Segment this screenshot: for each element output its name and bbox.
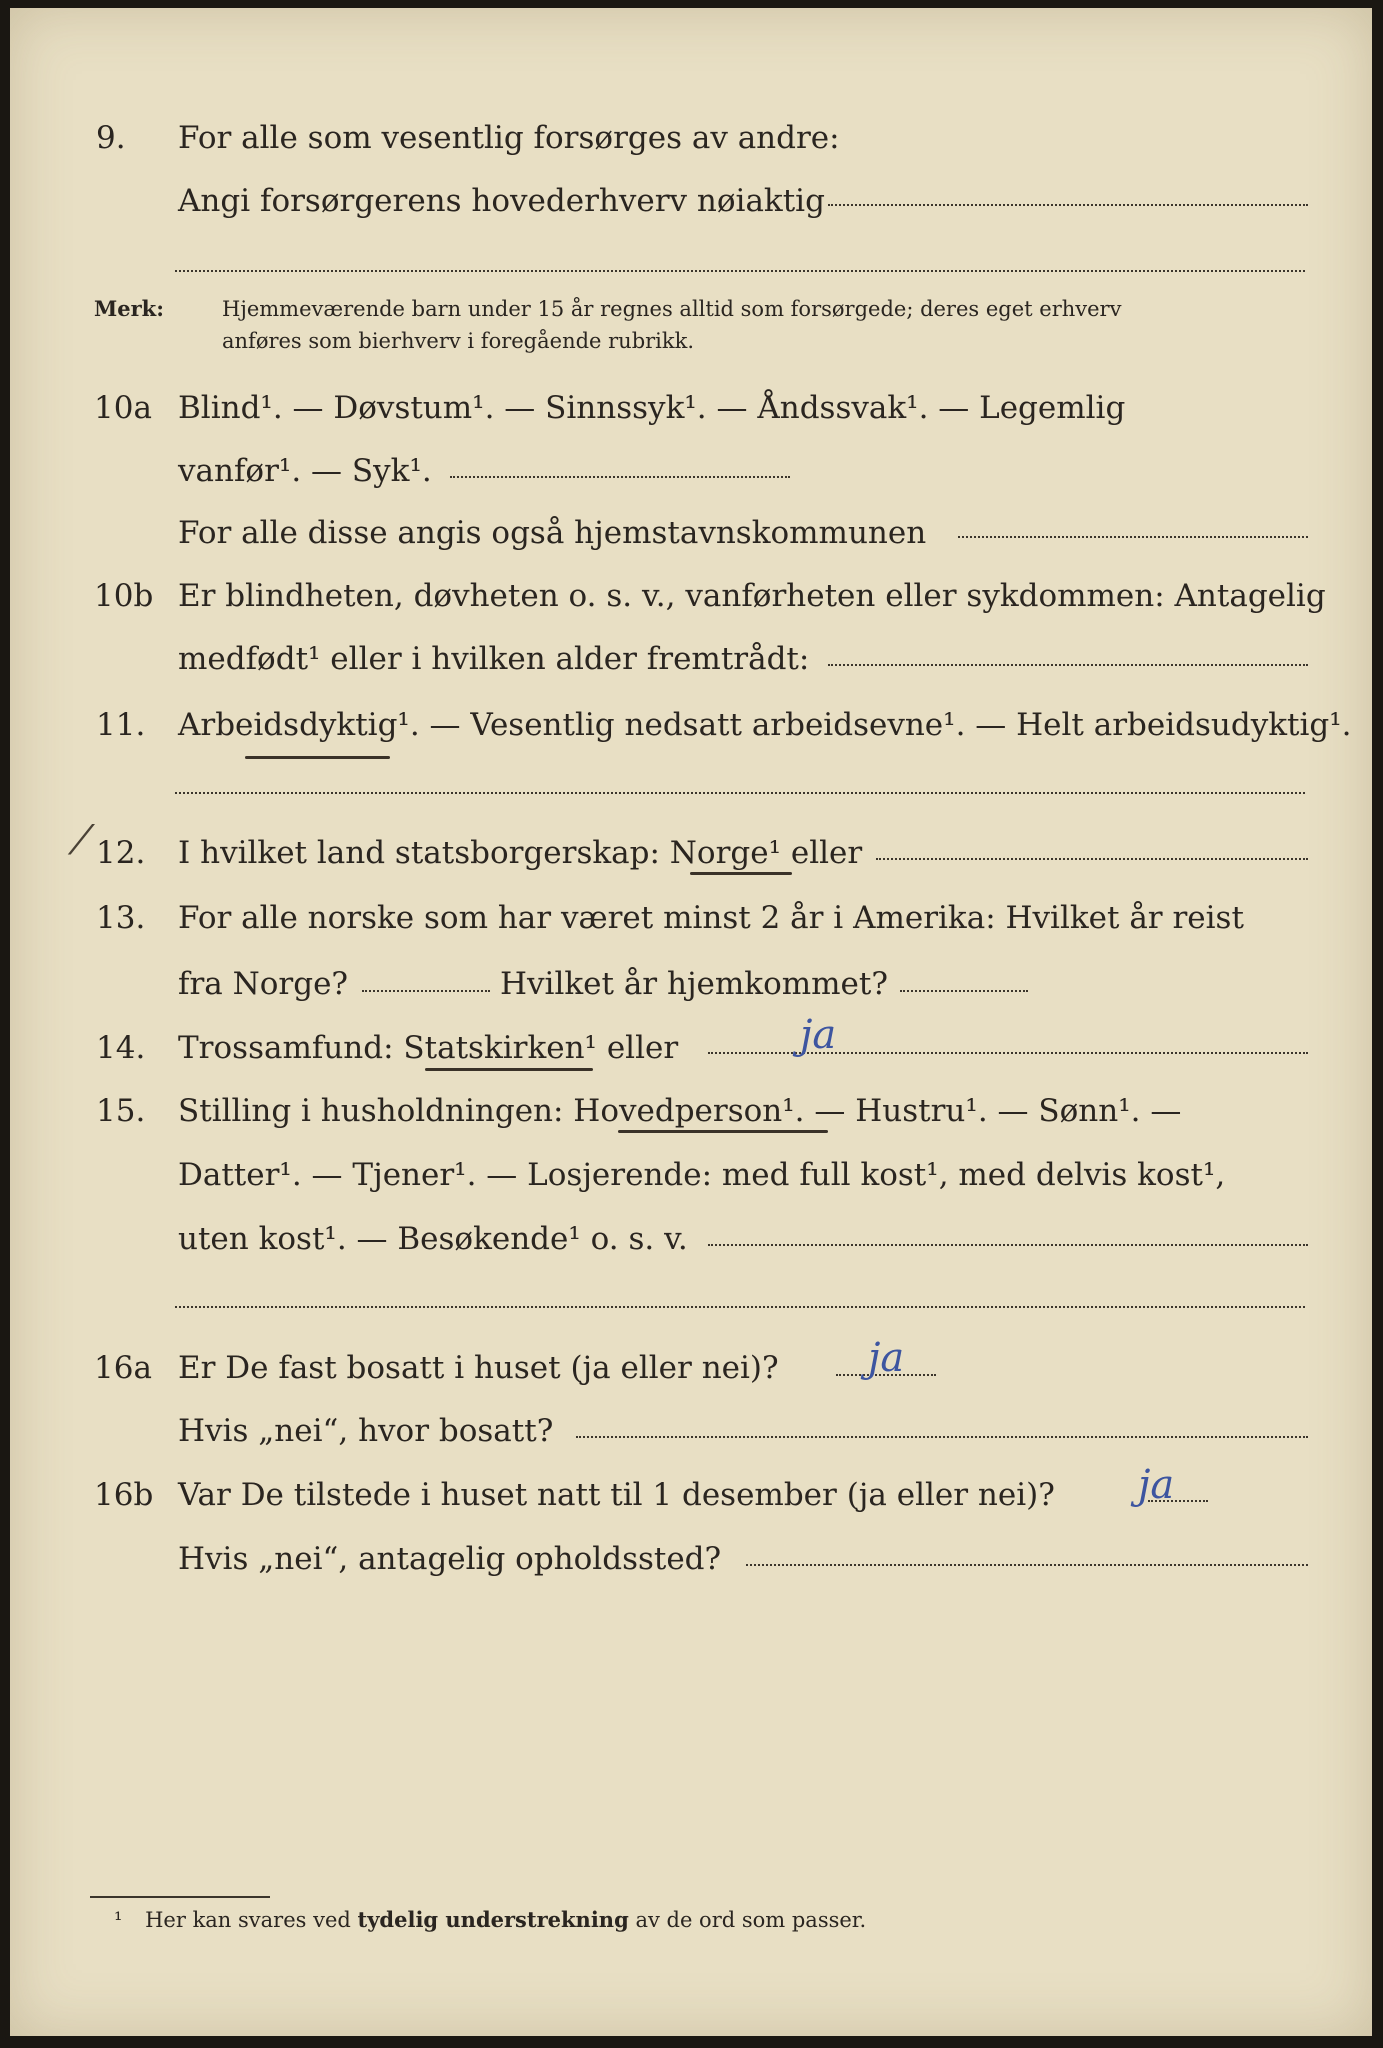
q10a-answer-line (450, 476, 790, 478)
q15-extra-line (175, 1306, 1305, 1308)
q14-number: 14. (96, 1030, 146, 1066)
q12-pencil-mark: ⁄ (78, 818, 85, 864)
footnote-text-a: Her kan svares ved (145, 1908, 351, 1932)
footnote-text-c: av de ord som passer. (635, 1908, 867, 1932)
q15-line3: uten kost¹. — Besøkende¹ o. s. v. (178, 1221, 688, 1257)
q11-extra-line (175, 792, 1305, 794)
q13-line1: For alle norske som har været minst 2 år i Amerika: Hvilket år reist (178, 900, 1244, 936)
q13-line2b: Hvilket år hjemkommet? (500, 966, 888, 1002)
q12-underline-norge (690, 872, 792, 875)
q16a-line1: Er De fast bosatt i huset (ja eller nei)? (178, 1350, 779, 1386)
merk-label: Merk: (94, 296, 164, 321)
merk-line2: anføres som bierhverv i foregående rubrikk. (222, 329, 695, 353)
q10a-line1: Blind¹. — Døvstum¹. — Sinnssyk¹. — Åndssvak¹. — Legemlig (178, 390, 1126, 426)
q11-line1: Arbeidsdyktig¹. — Vesentlig nedsatt arbeidsevne¹. — Helt arbeidsudyktig¹. (178, 707, 1352, 743)
q13-line2a: fra Norge? (178, 966, 349, 1002)
footnote-mark: ¹ (114, 1908, 123, 1932)
q9-line1: For alle som vesentlig forsørges av andre: (178, 120, 840, 156)
q14-handwritten-answer: ja (800, 1012, 837, 1058)
q11-number: 11. (96, 707, 146, 743)
q13-right-line (900, 990, 1028, 992)
q11-underline-arbeidsdyktig (245, 756, 390, 759)
q16b-handwritten-answer: ja (1138, 1462, 1175, 1508)
q9-extra-line (175, 270, 1305, 272)
q12-number: 12. (96, 835, 146, 871)
q16b-place-line (746, 1564, 1308, 1566)
q16a-line2: Hvis „nei“, hvor bosatt? (178, 1413, 554, 1449)
footnote-text-b: tydelig understrekning (357, 1907, 629, 1932)
q16a-where-line (576, 1436, 1308, 1438)
q10a-home-line (958, 536, 1308, 538)
q15-underline-hovedperson (618, 1130, 828, 1133)
q14-answer-line (708, 1052, 1308, 1054)
q16a-handwritten-answer: ja (868, 1335, 905, 1381)
q16b-line2: Hvis „nei“, antagelig opholdssted? (178, 1541, 722, 1577)
q14-line1: Trossamfund: Statskirken¹ eller (178, 1030, 679, 1066)
q10b-answer-line (828, 664, 1308, 666)
q15-line1: Stilling i husholdningen: Hovedperson¹. — Hustru¹. — Sønn¹. — (178, 1093, 1182, 1129)
footnote-rule (90, 1896, 270, 1898)
q9-line2: Angi forsørgerens hovederhverv nøiaktig (178, 183, 825, 219)
q16b-line1: Var De tilstede i huset natt til 1 desember (ja eller nei)? (178, 1477, 1055, 1513)
q14-underline-statskirken (425, 1068, 593, 1071)
q10a-line2: vanfør¹. — Syk¹. (178, 453, 432, 489)
q10b-line1: Er blindheten, døvheten o. s. v., vanførheten eller sykdommen: Antagelig (178, 578, 1326, 614)
q15-number: 15. (96, 1093, 146, 1129)
q13-left-line (362, 990, 490, 992)
q12-line1: I hvilket land statsborgerskap: Norge¹ eller (178, 835, 863, 871)
q15-line2: Datter¹. — Tjener¹. — Losjerende: med full kost¹, med delvis kost¹, (178, 1157, 1226, 1193)
census-form-page (10, 8, 1372, 2036)
q10b-number: 10b (94, 578, 154, 614)
q16a-number: 16a (94, 1350, 152, 1386)
q15-answer-line (708, 1244, 1308, 1246)
q16b-number: 16b (94, 1477, 154, 1513)
q10a-line3: For alle disse angis også hjemstavnskommunen (178, 515, 927, 551)
q12-answer-line (876, 858, 1308, 860)
q9-number: 9. (96, 120, 126, 156)
q13-number: 13. (96, 900, 146, 936)
q9-answer-line (828, 204, 1308, 206)
q10b-line2: medfødt¹ eller i hvilken alder fremtrådt: (178, 641, 810, 677)
q10a-number: 10a (94, 390, 152, 426)
merk-line1: Hjemmeværende barn under 15 år regnes alltid som forsørgede; deres eget erhverv (222, 297, 1122, 321)
footnote (114, 1906, 866, 1934)
